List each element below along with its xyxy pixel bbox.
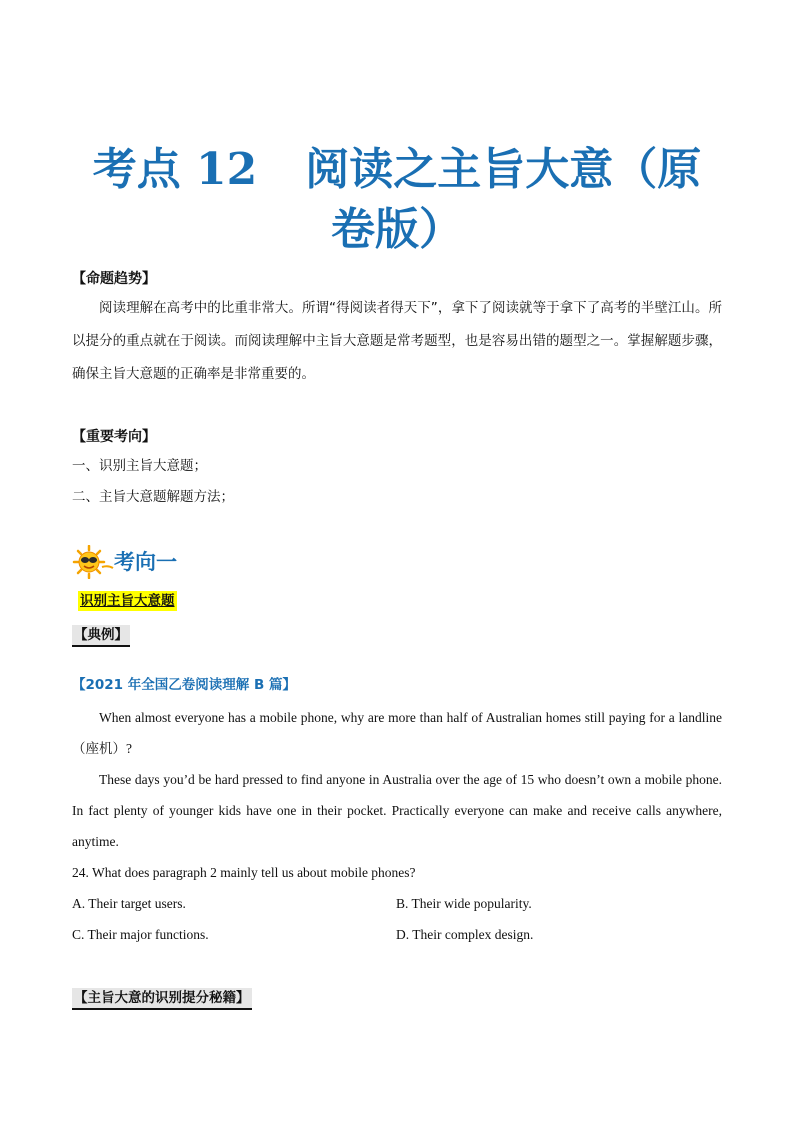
title-line-1 bbox=[60, 140, 734, 200]
trend-paragraph: 阅读理解在高考中的比重非常大。所谓“得阅读者得天下”，拿下了阅读就等于拿下了高考的半壁江山。所以提分的重点就在于阅读。而阅读理解中主旨大意题是常考题型，也是容易出错的题型之一。掌握解题步骤，确保主旨大意题的正确率是非常重要的。 bbox=[72, 300, 722, 382]
option-b: B. Their wide popularity. bbox=[396, 896, 532, 911]
title-topic-name: 阅读之主旨大意（原 bbox=[305, 144, 702, 195]
direction-item-1: 一、识别主旨大意题； bbox=[72, 458, 207, 474]
trend-label: 【命题趋势】 bbox=[72, 271, 156, 287]
directions-label: 【重要考向】 bbox=[72, 429, 156, 445]
passage-paragraph-1: When almost everyone has a mobile phone, why are more than half of Australian homes still paying for a landline（座机）? bbox=[72, 710, 722, 756]
title-topic-number: 考点 12 bbox=[92, 144, 258, 195]
example-label: 【典例】 bbox=[72, 625, 130, 647]
section-title: 考向一 bbox=[114, 550, 177, 574]
direction-item-2: 二、主旨大意题解题方法； bbox=[72, 489, 234, 505]
question-text: 24. What does paragraph 2 mainly tell us about mobile phones? bbox=[72, 865, 416, 880]
option-d: D. Their complex design. bbox=[396, 927, 534, 942]
option-c: C. Their major functions. bbox=[72, 927, 209, 942]
tips-label: 【主旨大意的识别提分秘籍】 bbox=[72, 988, 252, 1010]
option-a: A. Their target users. bbox=[72, 896, 186, 911]
page-title bbox=[60, 140, 734, 260]
sun-sunglasses-icon bbox=[72, 545, 114, 579]
passage-paragraph-2: These days you’d be hard pressed to find anyone in Australia over the age of 15 who doesn’t own a mobile phone. In fact plenty of younger kids have one in their pocket. Practically everyone can make and receive calls anywhere, anytime. bbox=[72, 772, 722, 849]
passage-source: 【2021 年全国乙卷阅读理解 B 篇】 bbox=[72, 677, 296, 693]
section-subtitle: 识别主旨大意题 bbox=[80, 593, 175, 609]
title-line-2: 卷版） bbox=[331, 204, 463, 255]
